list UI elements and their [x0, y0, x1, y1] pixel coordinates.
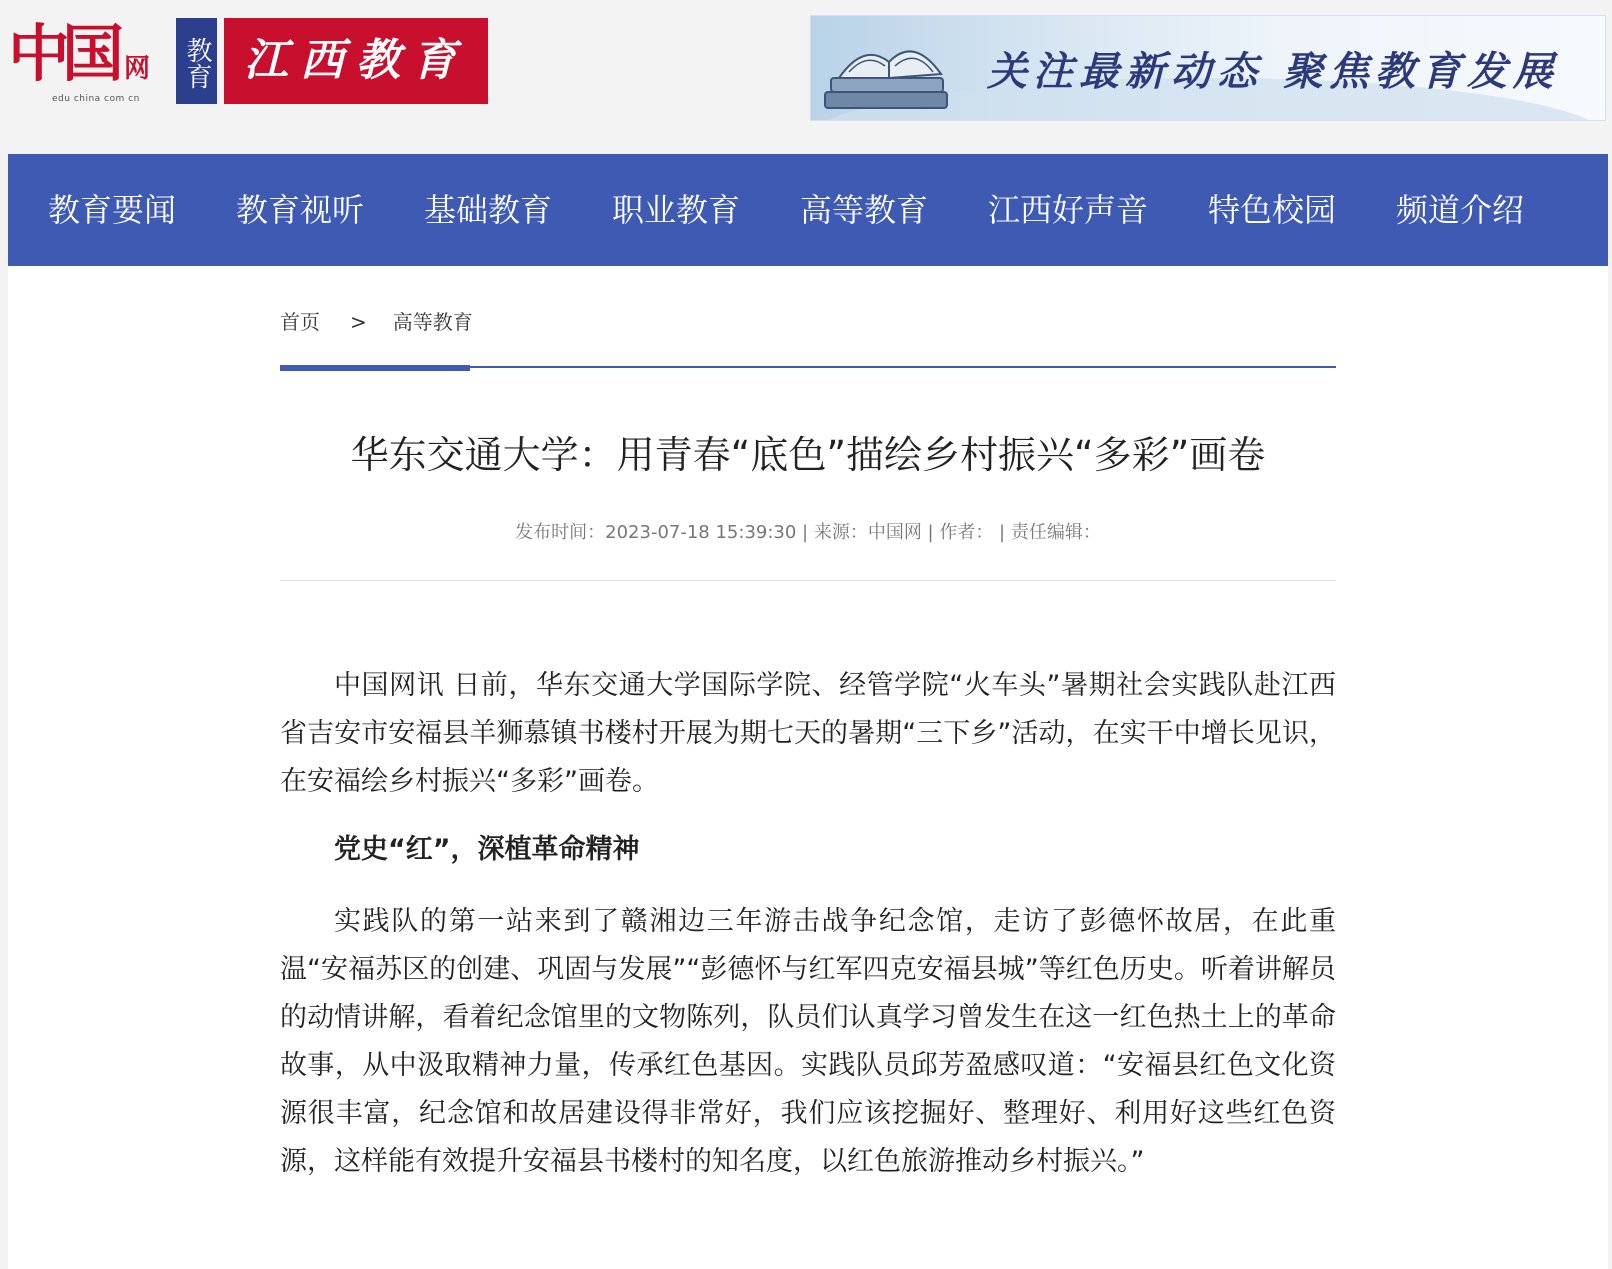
article-paragraph: 实践队的第一站来到了赣湘边三年游击战争纪念馆，走访了彭德怀故居，在此重温“安福苏区的创建、巩固与发展”“彭德怀与红军四克安福县城”等红色历史。听着讲解员的动情讲解，看着纪念馆里的文物陈列，队员们认真学习曾发生在这一红色热土上的革命故事，从中汲取精神力量，传承红色基因。实践队员邱芳盈感叹道：“安福县红色文化资源很丰富，纪念馆和故居建设得非常好，我们应该挖掘好、整理好、利用好这些红色资源，这样能有效提升安福县书楼村的知名度，以红色旅游推动乡村振兴。”: [280, 906, 1336, 1177]
breadcrumb-current[interactable]: 高等教育: [392, 310, 473, 334]
breadcrumb-separator: >: [350, 310, 367, 334]
channel-title[interactable]: 江西教育: [224, 18, 488, 104]
books-icon: [819, 22, 959, 116]
nav-item-video[interactable]: 教育视听: [236, 191, 365, 229]
china-net-logo[interactable]: [8, 14, 158, 104]
breadcrumb-home[interactable]: 首页: [280, 310, 320, 334]
logo-url-text: edu china com cn: [52, 94, 140, 104]
article-meta: 发布时间：2023-07-18 15:39:30 | 来源：中国网 | 作者： | 责任编辑：: [515, 522, 1101, 543]
site-header: [0, 0, 1612, 154]
breadcrumb-divider-accent: [280, 365, 470, 371]
article-container: [8, 266, 1608, 1269]
nav-item-news[interactable]: 教育要闻: [48, 191, 177, 229]
banner-slogan: 关注最新动态 聚焦教育发展: [987, 48, 1559, 95]
nav-item-featured-campus[interactable]: 特色校园: [1208, 191, 1337, 229]
logo-wang-text: 网: [124, 54, 151, 84]
breadcrumb: [280, 306, 473, 335]
nav-item-higher-education[interactable]: 高等教育: [800, 191, 929, 229]
nav-item-vocational-education[interactable]: 职业教育: [612, 191, 741, 229]
nav-item-jiangxi-voice[interactable]: 江西好声音: [988, 191, 1149, 229]
nav-item-basic-education[interactable]: 基础教育: [424, 191, 553, 229]
main-nav: [8, 154, 1608, 266]
article-subheading: 党史“红”，深植革命精神: [334, 834, 640, 865]
logo-main-text: 中国: [8, 17, 117, 90]
header-banner: [810, 15, 1606, 121]
meta-divider: [280, 580, 1336, 581]
nav-item-channel-intro[interactable]: 频道介绍: [1396, 191, 1525, 229]
article-title: 华东交通大学：用青春“底色”描绘乡村振兴“多彩”画卷: [350, 433, 1266, 477]
article-paragraph: 中国网讯 日前，华东交通大学国际学院、经管学院“火车头”暑期社会实践队赴江西省吉安市安福县羊狮慕镇书楼村开展为期七天的暑期“三下乡”活动，在实干中增长见识，在安福绘乡村振兴“多彩”画卷。: [280, 670, 1336, 797]
channel-label[interactable]: 教育: [176, 18, 217, 104]
article-body: [280, 662, 1336, 1206]
